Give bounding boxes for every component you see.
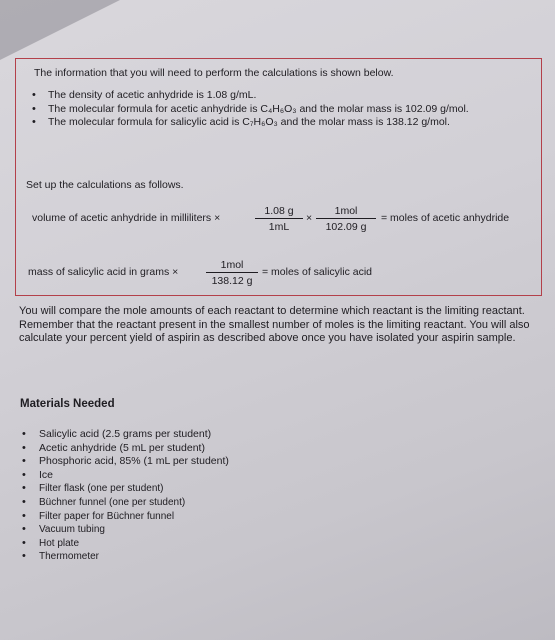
materials-list (22, 428, 229, 564)
info-intro: The information that you will need to perform the calculations is shown below. (34, 67, 394, 79)
eq1-frac1-denominator: 1mL (268, 221, 290, 233)
material-item: • Salicylic acid (2.5 grams per student) (22, 428, 229, 442)
info-bullet-acetic-anhydride: • The molecular formula for acetic anhydride is C₄H₆O₃ and the molar mass is 102.09 g/mol. (30, 103, 520, 116)
material-item: • Hot plate (22, 537, 229, 551)
eq2-left: mass of salicylic acid in grams × (28, 266, 179, 278)
info-bullet-list (30, 89, 520, 130)
eq1-frac1-numerator: 1.08 g (255, 205, 303, 219)
limiting-reactant-paragraph: You will compare the mole amounts of each reactant to determine which reactant is the limiting reactant. Remember that the reactant present in the smallest number of moles is the limiting reactant. You will also calculate your percent yield of aspirin as described above once you have isolated your aspirin sample. (19, 305, 530, 344)
material-item: • Büchner funnel (one per student) (22, 496, 229, 510)
material-item: • Filter paper for Büchner funnel (22, 510, 229, 524)
eq1-fraction-density (255, 205, 303, 233)
eq2-right: = moles of salicylic acid (262, 266, 372, 278)
info-bullet-salicylic-acid: • The molecular formula for salicylic acid is C₇H₆O₃ and the molar mass is 138.12 g/mol. (30, 116, 520, 129)
page-corner-shadow (0, 0, 120, 60)
materials-heading: Materials Needed (20, 398, 115, 410)
material-item: • Acetic anhydride (5 mL per student) (22, 442, 229, 456)
eq1-fraction-molar-mass (316, 205, 376, 233)
material-item: • Vacuum tubing (22, 523, 229, 537)
equation-acetic-anhydride (32, 205, 532, 235)
info-box (15, 58, 542, 296)
eq1-left: volume of acetic anhydride in milliliters × (32, 212, 221, 224)
eq1-frac2-numerator: 1mol (316, 205, 376, 219)
eq1-right: = moles of acetic anhydride (381, 212, 510, 224)
setup-text: Set up the calculations as follows. (26, 179, 184, 191)
material-item: • Phosphoric acid, 85% (1 mL per student) (22, 455, 229, 469)
eq2-fraction-molar-mass (206, 259, 258, 287)
eq2-numerator: 1mol (206, 259, 258, 273)
equation-salicylic-acid (28, 259, 528, 289)
material-item: • Thermometer (22, 550, 229, 564)
eq1-times: × (306, 212, 313, 224)
info-bullet-density: • The density of acetic anhydride is 1.08 g/mL. (30, 89, 520, 102)
eq2-denominator: 138.12 g (211, 275, 253, 287)
eq1-frac2-denominator: 102.09 g (325, 221, 367, 233)
material-item: • Ice (22, 469, 229, 483)
material-item: • Filter flask (one per student) (22, 482, 229, 496)
